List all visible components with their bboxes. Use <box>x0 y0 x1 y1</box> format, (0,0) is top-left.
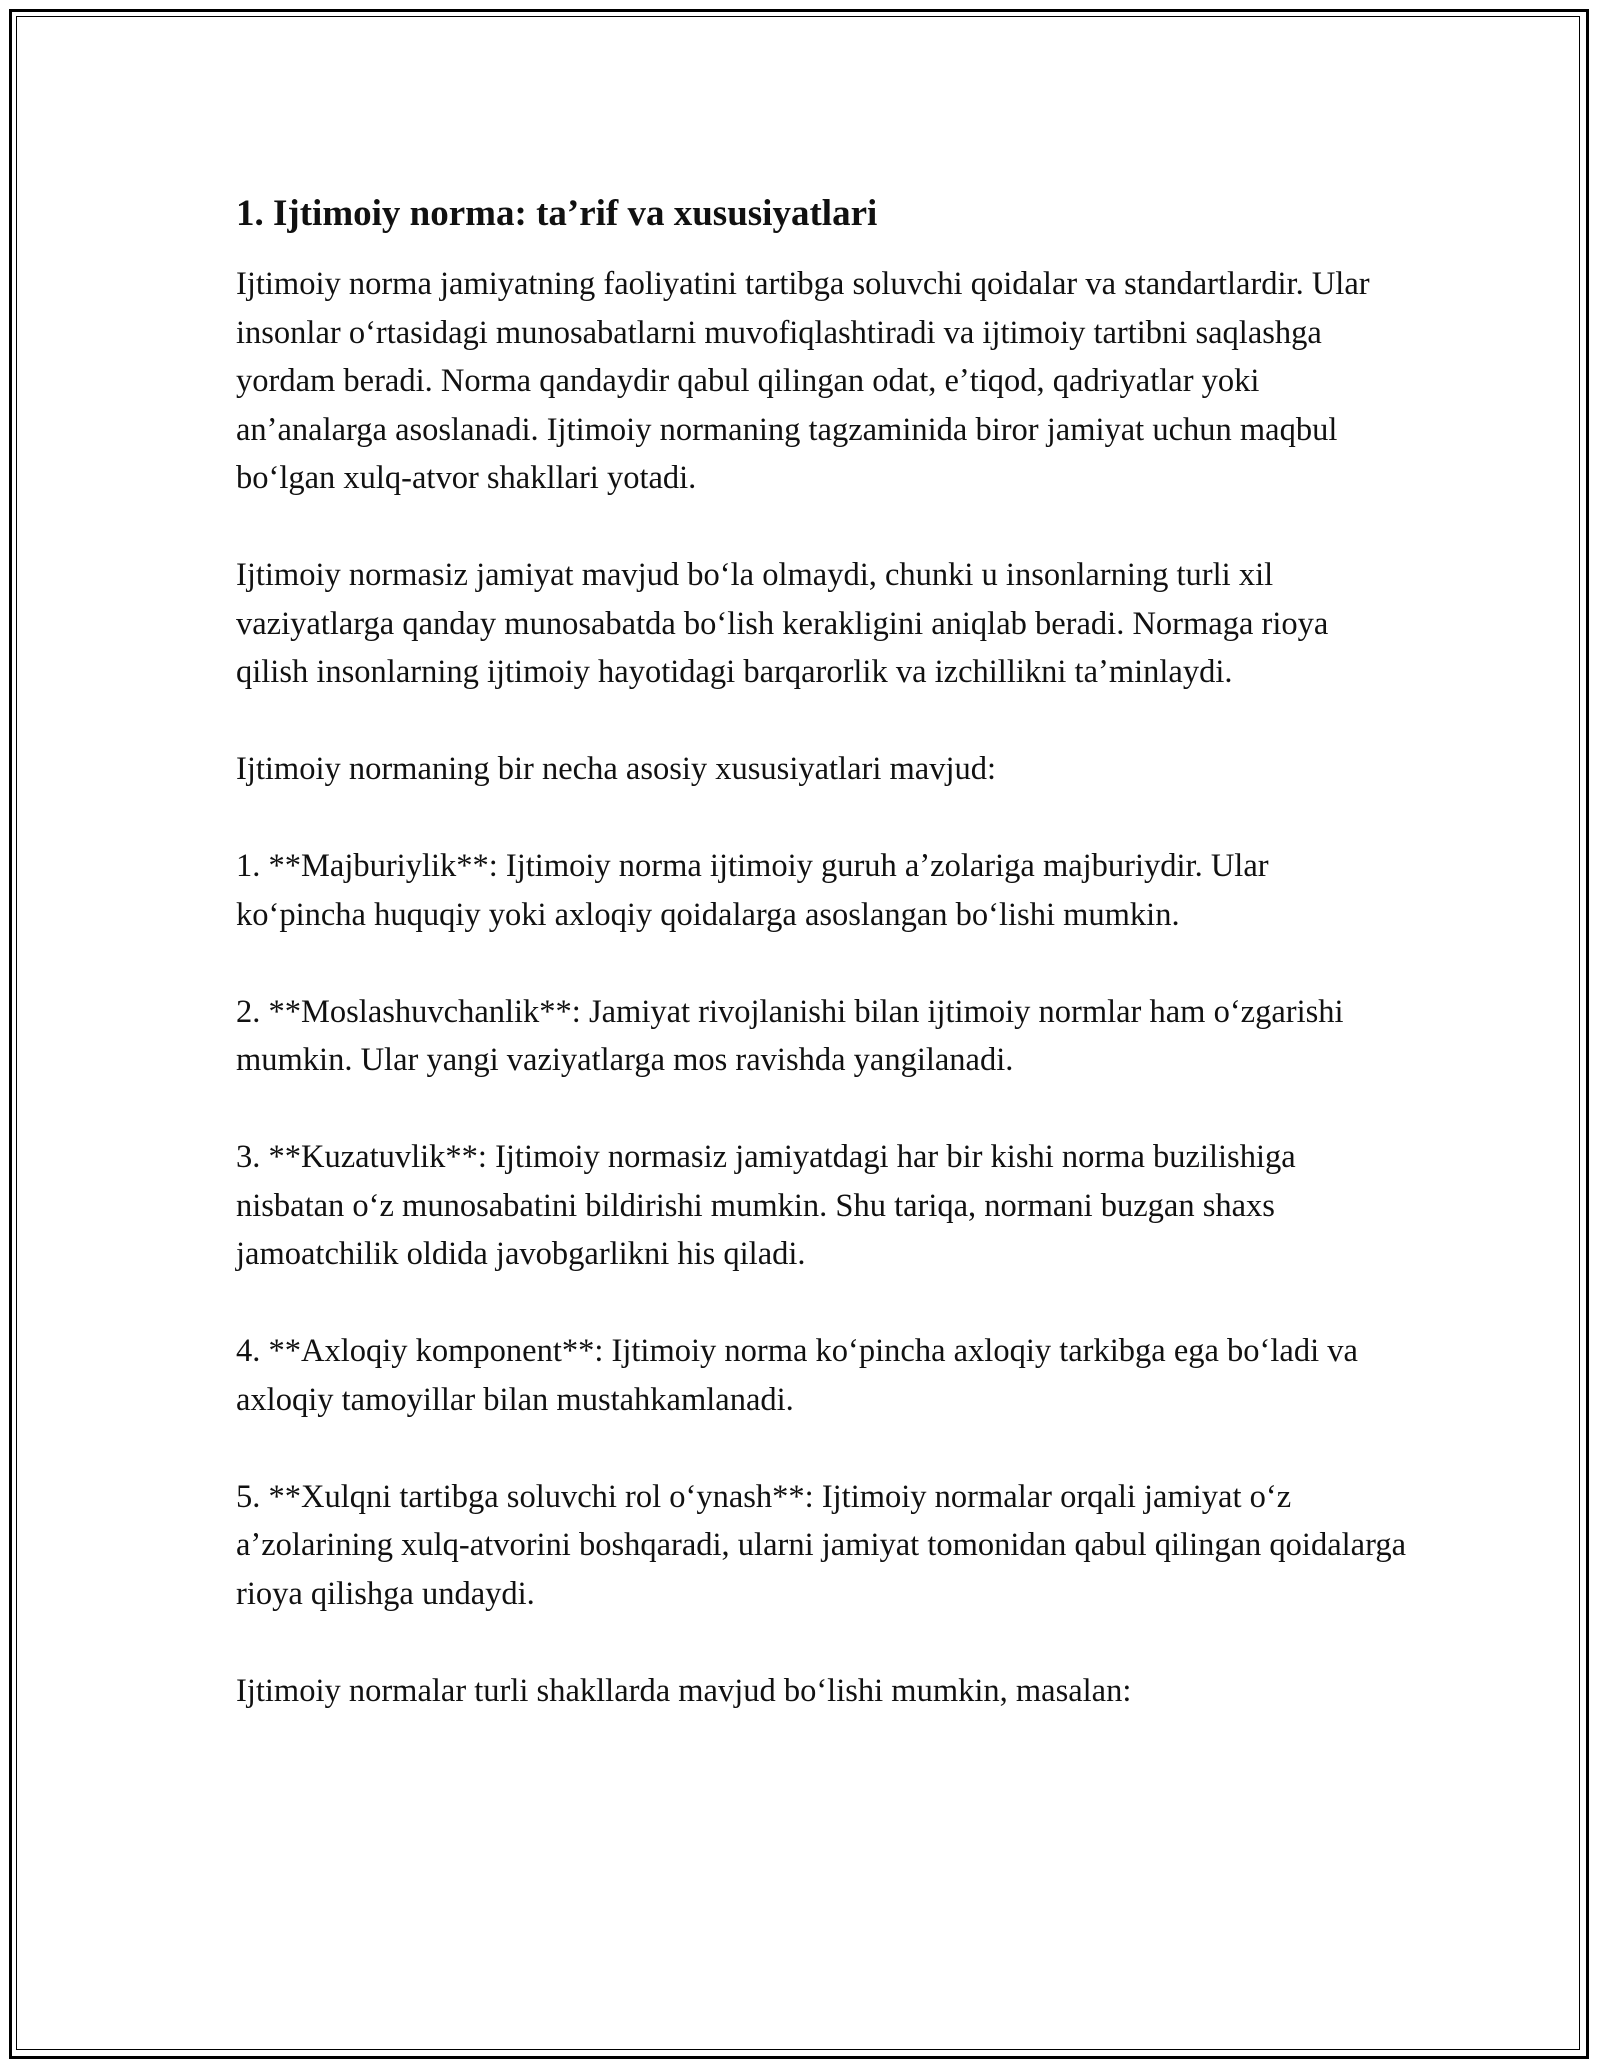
paragraph-forms-intro: Ijtimoiy normalar turli shakllarda mavjud boʻlishi mumkin, masalan: <box>236 1672 1132 1709</box>
paragraph-definition: Ijtimoiy norma jamiyatning faoliyatini tartibga soluvchi qoidalar va standartlardir. Ular insonlar oʻrtasidagi munosabatlarni muvofiqlashtiradi va ijtimoiy tartibni saqlashga yordam beradi. Norma qandaydir qabul qilingan odat, eʼtiqod, qadriyatlar yoki anʼanalarga asoslanadi. Ijtimoiy normaning tagzaminida biror jamiyat uchun maqbul boʻlgan xulq-atvor shakllari yotadi. <box>236 266 1370 496</box>
list-item-xulqni-tartibga: 5. **Xulqni tartibga soluvchi rol oʻynash**: Ijtimoiy normalar orqali jamiyat oʻz aʼzolarining xulq-atvorini boshqaradi, ularni jamiyat tomonidan qabul qilingan qoidalarga rioya qilishga undaydi. <box>236 1478 1406 1612</box>
list-item-axloqiy-komponent: 4. **Axloqiy komponent**: Ijtimoiy norma koʻpincha axloqiy tarkibga ega boʻladi va axloqiy tamoyillar bilan mustahkamlanadi. <box>236 1333 1358 1418</box>
list-item-majburiylik: 1. **Majburiylik**: Ijtimoiy norma ijtimoiy guruh aʼzolariga majburiydir. Ular koʻpincha huquqiy yoki axloqiy qoidalarga asoslangan boʻlishi mumkin. <box>236 848 1269 933</box>
section-heading: 1. Ijtimoiy norma: ta’rif va xususiyatlari <box>236 193 878 234</box>
document-body <box>236 184 1406 1764</box>
paragraph-features-intro: Ijtimoiy normaning bir necha asosiy xususiyatlari mavjud: <box>236 751 997 787</box>
paragraph-importance: Ijtimoiy normasiz jamiyat mavjud boʻla olmaydi, chunki u insonlarning turli xil vaziyatlarga qanday munosabatda boʻlish kerakligini aniqlab beradi. Normaga rioya qilish insonlarning ijtimoiy hayotidagi barqarorlik va izchillikni taʼminlaydi. <box>236 557 1329 690</box>
list-item-kuzatuvlik: 3. **Kuzatuvlik**: Ijtimoiy normasiz jamiyatdagi har bir kishi norma buzilishiga nisbatan oʻz munosabatini bildirishi mumkin. Shu tariqa, normani buzgan shaxs jamoatchilik oldida javobgarlikni his qiladi. <box>236 1139 1296 1272</box>
list-item-moslashuvchanlik: 2. **Moslashuvchanlik**: Jamiyat rivojlanishi bilan ijtimoiy normlar ham oʻzgarishi mumkin. Ular yangi vaziyatlarga mos ravishda yangilanadi. <box>236 993 1344 1078</box>
